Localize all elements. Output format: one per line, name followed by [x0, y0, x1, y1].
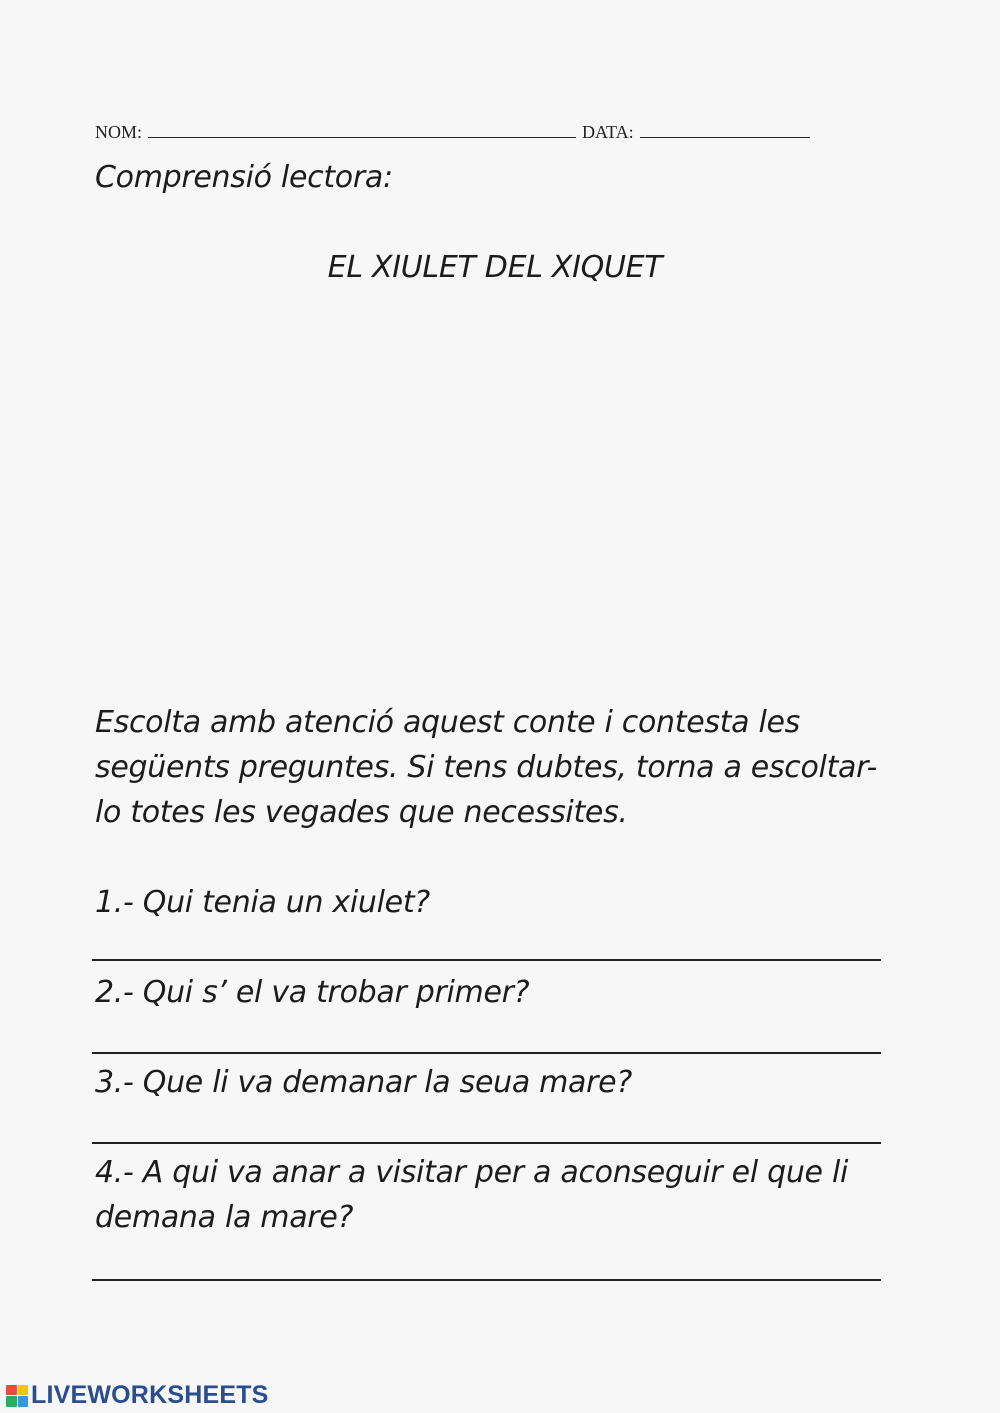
logo-tile: [6, 1385, 17, 1396]
answer-line-2[interactable]: [92, 1052, 881, 1054]
nom-field[interactable]: [148, 123, 576, 138]
question-3: 3.- Que li va demanar la seua mare?: [95, 1065, 632, 1100]
answer-line-3[interactable]: [92, 1142, 881, 1144]
story-title: EL XIULET DEL XIQUET: [327, 250, 663, 285]
student-info-header: [95, 122, 810, 143]
logo-text: LIVEWORKSHEETS: [31, 1381, 269, 1409]
data-field[interactable]: [640, 123, 810, 138]
logo-tile: [18, 1385, 29, 1396]
answer-line-4[interactable]: [92, 1279, 881, 1281]
question-4: 4.- A qui va anar a visitar per a aconseguir el que li demana la mare?: [95, 1155, 849, 1235]
answer-line-1[interactable]: [92, 959, 881, 961]
nom-label: NOM:: [95, 122, 143, 142]
question-2: 2.- Qui s’ el va trobar primer?: [95, 975, 530, 1010]
logo-tiles-icon: [6, 1385, 28, 1407]
data-label: DATA:: [582, 122, 634, 142]
logo-tile: [18, 1396, 29, 1407]
logo-tile: [6, 1396, 17, 1407]
section-subtitle: Comprensió lectora:: [95, 160, 393, 195]
instructions-text: Escolta amb atenció aquest conte i contesta les següents preguntes. Si tens dubtes, torna a escoltar-lo totes les vegades que necessites.: [95, 705, 878, 830]
liveworksheets-logo[interactable]: [6, 1381, 269, 1410]
question-1: 1.- Qui tenia un xiulet?: [95, 885, 430, 920]
